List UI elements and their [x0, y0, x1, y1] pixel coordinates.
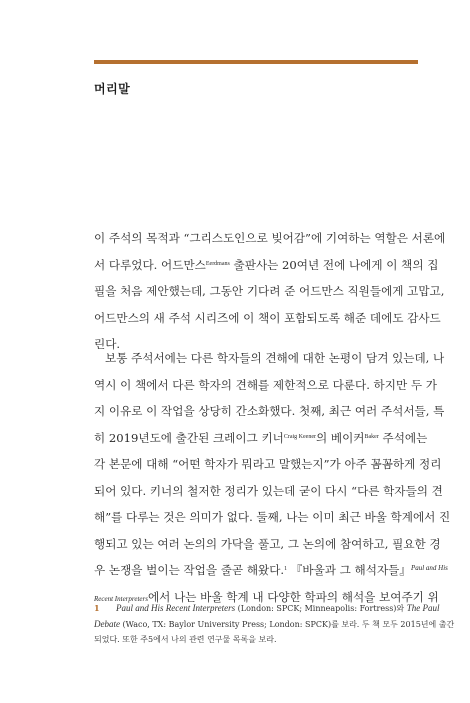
text-line: 보통 주석서에는 다른 학자들의 견해에 대한 논평이 담겨 있는데, 나	[105, 351, 445, 365]
footnote-line: Debate (Waco, TX: Baylor University Press; London: SPCK)를 보라. 두 책 모두 2015년에 출간	[94, 619, 455, 629]
header-rule	[94, 60, 418, 64]
text-line: 각 본문에 대해 “어떤 학자가 뭐라고 말했는지”가 아주 꼼꼼하게 정리	[94, 457, 442, 471]
text-line: 지 이유로 이 작업을 상당히 간소화했다. 첫째, 최근 여러 주석서들, 특	[94, 404, 445, 418]
footnote	[94, 600, 455, 648]
text-line: 서 다루었다. 어드만스$^{Eerdmans}$ 출판사는 20여년 전에 나에게 이 책의 집	[94, 257, 439, 272]
superscript-gloss: Baker	[364, 433, 379, 440]
gloss-italic: Recent Interpreters	[94, 594, 148, 603]
page-heading: 머리말	[94, 82, 131, 96]
text-line: Recent Interpreters에서 나는 바울 학계 내 다양한 학파의 해석을 보여주기 위	[94, 589, 439, 604]
text-line: 히 2019년도에 출간된 크레이그 키너$^{Craig Keener}$의 베이커$^{Baker}$ 주석에는	[94, 430, 428, 445]
text-line: 린다.	[94, 337, 121, 351]
text-line: 어드만스의 새 주석 시리즈에 이 책이 포함되도록 해준 데에도 감사드	[94, 310, 441, 325]
footnote-number: 1	[94, 603, 100, 613]
paragraph-2	[94, 345, 451, 610]
footnote-line: 1 Paul and His Recent Interpreters (London: SPCK; Minneapolis: Fortress)와 The Paul	[94, 600, 418, 616]
superscript-gloss: Craig Keener	[283, 433, 316, 440]
text-line: 우 논쟁을 벌이는 작업을 줄곧 해왔다.$^1$ 『바울과 그 해석자들』$^{Paul and His}$	[94, 563, 448, 577]
footnote-ref: 1	[284, 566, 288, 572]
footnote-line: 되었다. 또한 주5에서 나의 관련 연구물 목록을 보라.	[94, 635, 277, 644]
text-line: 이 주석의 목적과 “그리스도인으로 빚어감”에 기여하는 역할은 서론에	[94, 231, 446, 245]
text-line: 되어 있다. 키너의 철저한 정리가 있는데 굳이 다시 “다른 학자들의 견	[94, 483, 443, 498]
text-line: 행되고 있는 여러 논의의 가닥을 풀고, 그 논의에 참여하고, 필요한 경	[94, 536, 441, 551]
text-line: 필을 처음 제안했는데, 그동안 기다려 준 어드만스 직원들에게 고맙고,	[94, 284, 445, 298]
text-line: 해”를 다루는 것은 의미가 없다. 둘째, 나는 이미 최근 바울 학계에서 진	[94, 510, 451, 524]
superscript-gloss: Eerdmans	[205, 260, 230, 267]
text-line: 역시 이 책에서 다른 학자의 견해를 제한적으로 다룬다. 하지만 두 가	[94, 377, 437, 392]
superscript-gloss: Paul and His	[410, 564, 448, 572]
